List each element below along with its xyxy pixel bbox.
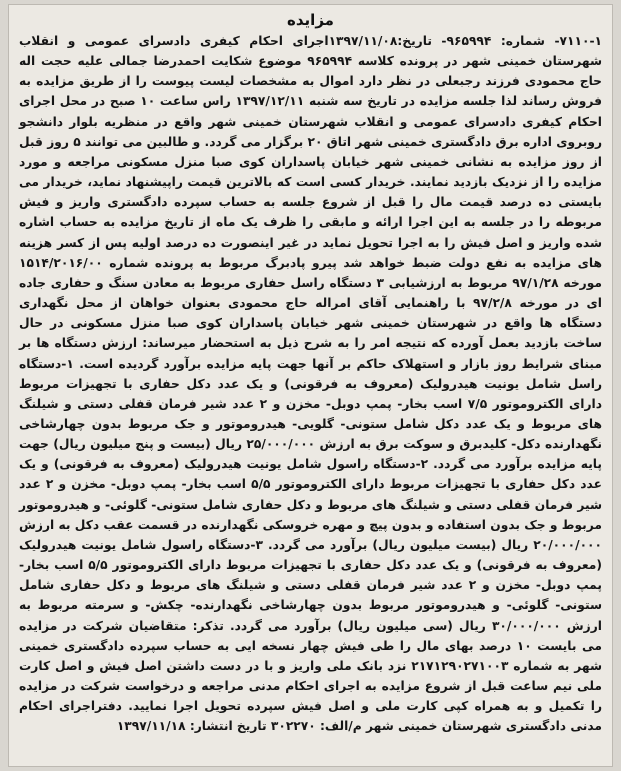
notice-title: مزایده <box>287 11 334 29</box>
notice-body <box>19 31 602 736</box>
newspaper-clipping <box>8 4 613 767</box>
notice-paragraph: ۷۱۱۰-۱- شماره: ۹۶۵۹۹۴- تاریخ:۱۳۹۷/۱۱/۰۸اجرای احکام کیفری دادسرای عمومی و انقلاب شهرستان خمینی شهر در پرونده کلاسه ۹۶۵۹۹۴ موضوع شکایت احمدرضا جمالی علیه حجت اله حاج محمودی فرزند رجبعلی در نظر دارد اموال به مشخصات لیست پیوست را از طریق مزایده به فروش رساند لذا جلسه مزایده در تاریخ سه شنبه ۱۳۹۷/۱۲/۱۱ راس ساعت ۱۰ صبح در محل اجرای احکام کیفری دادسرای عمومی و انقلاب شهرستان خمینی شهر واقع در منظریه بلوار دانشجو روبروی اداره برق دادگستری خمینی شهر اتاق ۲۰ برگزار می گردد. و طالبین می توانند ۵ روز قبل از روز مزایده به نشانی خمینی شهر خیابان پاسداران کوی صبا منزل مسکونی مراجعه و مورد مزایده را از نزدیک بازدید نمایند. خریدار کسی است که بالاترین قیمت راپیشنهاد نماید، خریدار می بایستی ده درصد قیمت مال را قبل از شروع جلسه به حساب سپرده دادگستری واریز و فیش مربوطه را در جلسه به این اجرا ارائه و مابقی را ظرف یک ماه از تاریخ مزایده به حساب اشاره شده واریز و اصل فیش را به اجرا تحویل نماید در غیر اینصورت ده درصد اولیه پس از کسر هزینه های مزایده به نفع دولت ضبط خواهد شد پیرو پادبرگ مربوط به پرونده شماره ۱۵۱۴/۲۰۱۶/۰۰ مورخه ۹۷/۱/۲۸ مربوط به ارزشیابی ۳ دستگاه راسل حفاری مربوط به معادن سنگ و حفاری جاده ای در مورخه ۹۷/۲/۸ با راهنمایی آقای امراله حاج محمودی بعنوان خواهان از محل نگهداری دستگاه ها واقع در شهرستان خمینی شهر خیابان پاسداران کوی صبا منزل مسکونی در حال ساخت بازدید بعمل آورده که نتیجه امر را به شرح ذیل به استحضار میرساند: ارزش دستگاه ها بر مبنای شرایط روز بازار و استهلاک حاکم بر آنها جهت پایه مزایده برآورد گردیده است. ۱-دستگاه راسل شامل یونیت هیدرولیک (معروف به فرقونی) و یک عدد دکل حفاری با تجهیزات مربوط دارای الکتروموتور ۷/۵ اسب بخار- پمپ دوبل- مخزن و ۲ عدد شیر فرمان قفلی دستی و شیلنگ های مربوط و یک عدد دکل شامل ستونی- گلویی- هیدروموتور و جک مربوط بدون چهارشاخی نگهدارنده دکل- کلیدبرق و سوکت برق به ارزش ۲۵/۰۰۰/۰۰۰ ریال (بیست و پنج میلیون ریال) جهت پایه مزایده برآورد می گردد. ۲-دستگاه راسول شامل یونیت هیدرولیک (معروف به فرقونی) و یک عدد دکل حفاری با تجهیزات مربوط دارای الکتروموتور ۵/۵ اسب بخار- پمپ دوبل- مخزن و ۲ عدد شیر فرمان قفلی دستی و شیلنگ های مربوط و دکل حفاری شامل ستونی- گلوئی- و هیدروموتور مربوط و جک بدون استفاده و بدون پیچ و مهره خروسکی نگهدارنده در قسمت عقب دکل به ارزش ۲۰/۰۰۰/۰۰۰ ریال (بیست میلیون ریال) برآورد می گردد. ۳-دستگاه راسول شامل یونیت هیدرولیک (معروف به فرقونی) و یک عدد دکل حفاری با تجهیزات مربوط دارای الکتروموتور ۵/۵ اسب بخار- پمپ دوبل- مخزن و ۲ عدد شیر فرمان قفلی دستی و شیلنگ های مربوط و دکل حفاری شامل ستونی- گلوئی- و هیدروموتور مربوط بدون چهارشاخی نگهدارنده- چکش- و سرمته مربوط به ارزش ۳۰/۰۰۰/۰۰۰ ریال (سی میلیون ریال) برآورد می گردد. تذکر: متقاضیان شرکت در مزایده می بایست ۱۰ درصد بهای مال را طی فیش چهار نسخه ایی به حساب سپرده دادگستری خمینی شهر به شماره ۲۱۷۱۲۹۰۲۷۱۰۰۳ نزد بانک ملی واریز و با در دست داشتن اصل فیش و اصل کارت ملی نیم ساعت قبل از شروع مزایده به اجرای احکام مدنی مراجعه و درخواست شرکت در مزایده را تکمیل و به همراه کپی کارت ملی و اصل فیش سپرده تحویل اجرا نمایید. دفتراجرای احکام مدنی دادگستری شهرستان خمینی شهر م/الف: ۳۰۲۲۷۰ تاریخ انتشار: ۱۳۹۷/۱۱/۱۸ <box>19 34 603 734</box>
